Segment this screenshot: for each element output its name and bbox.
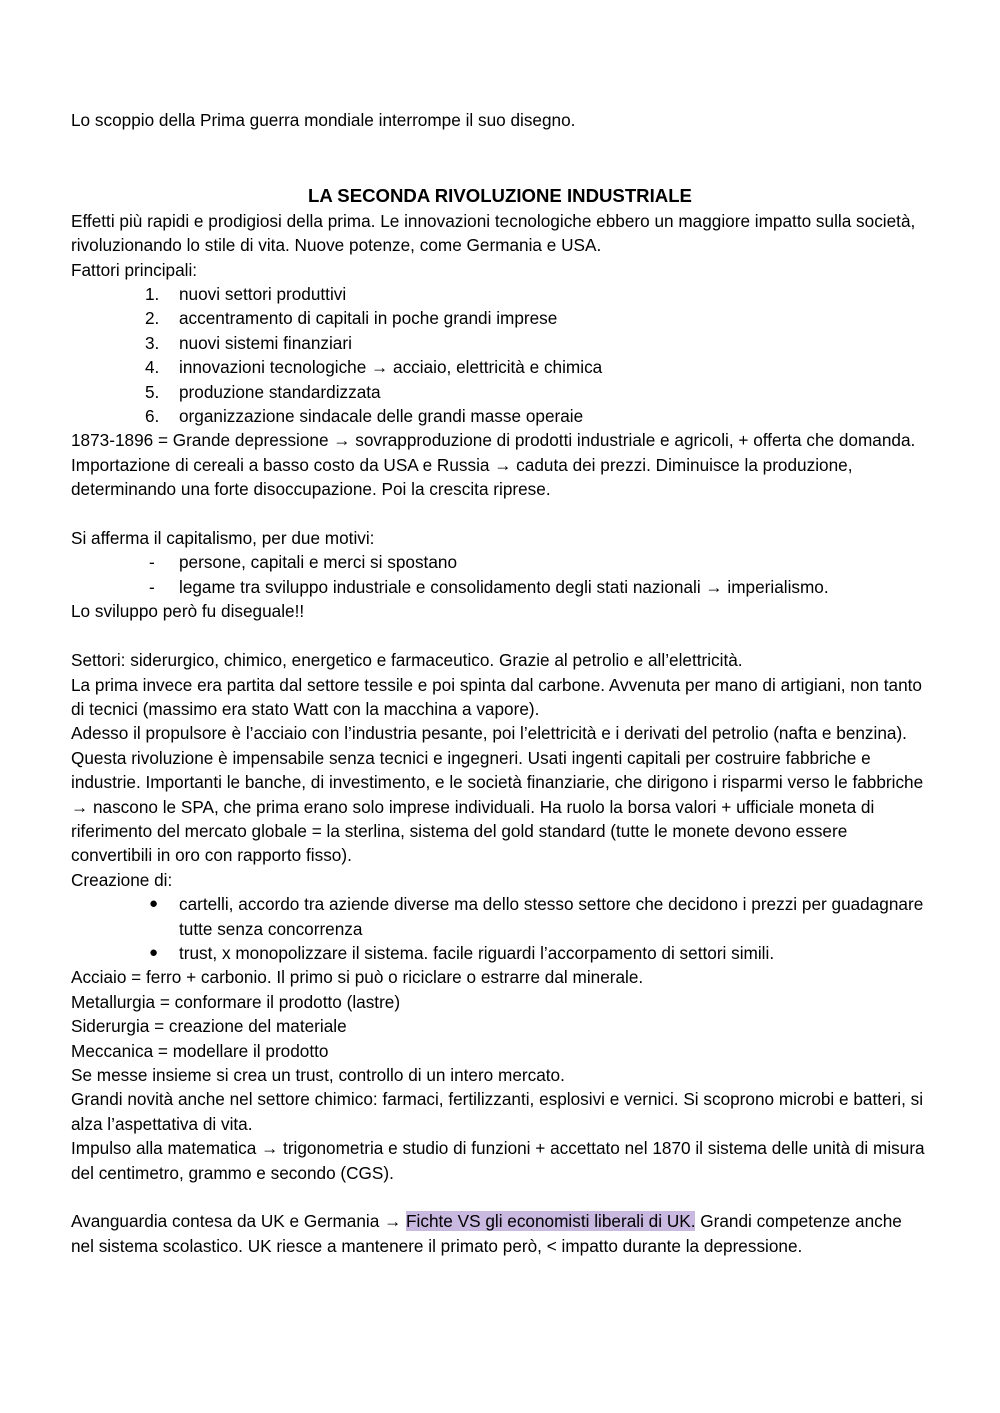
- list-item: [71, 331, 929, 355]
- creazione-label: Creazione di:: [71, 869, 173, 890]
- list-item: [71, 404, 929, 428]
- list-number: 6.: [145, 406, 160, 427]
- list-item: [71, 355, 929, 379]
- paragraph-acciaio: Acciaio = ferro + carbonio. Il primo si può o riciclare o estrarre dal minerale.: [71, 967, 644, 988]
- paragraph-trust: Se messe insieme si crea un trust, controllo di un intero mercato.: [71, 1065, 565, 1085]
- paragraph-avanguardia: [71, 1209, 929, 1258]
- creazione-list: [71, 892, 929, 965]
- document-body: [71, 108, 929, 1258]
- list-item-text: nuovi settori produttivi: [179, 284, 347, 305]
- spacer: [71, 1185, 929, 1209]
- paragraph-capitalismo: Si afferma il capitalismo, per due motivi:: [71, 528, 375, 549]
- dash-marker: -: [149, 552, 155, 573]
- list-item-text: legame tra sviluppo industriale e consolidamento degli stati nazionali → imperialismo.: [179, 576, 829, 597]
- dash-marker: -: [149, 576, 155, 597]
- fattori-label: Fattori principali:: [71, 259, 198, 280]
- list-item: [71, 306, 929, 330]
- list-item: [71, 892, 929, 941]
- paragraph-prima: La prima invece era partita dal settore tessile e poi spinta dal carbone. Avvenuta per mano di artigiani, non tanto di tecnici (massimo era stato Watt con la macchina a vapore).: [71, 674, 922, 719]
- spacer: [71, 132, 929, 184]
- fattori-list: [71, 282, 929, 428]
- paragraph-siderurgia: Siderurgia = creazione del materiale: [71, 1016, 347, 1037]
- list-item: [71, 380, 929, 404]
- paragraph-adesso: Adesso il propulsore è l’acciaio con l’industria pesante, poi l’elettricità e i derivati del petrolio (nafta e benzina). Questa rivoluzione è impensabile senza tecnici e ingegneri. Usati ingenti capitali per costruire fabbriche e industrie. Importanti le banche, di investimento, e le società finanziarie, che dirigono i risparmi verso le fabbriche → nascono le SPA, che prima erano solo imprese individuali. Ha ruolo la borsa valori + ufficiale moneta di riferimento del mercato globale = la sterlina, sistema del gold standard (tutte le monete devono essere convertibili in oro con rapporto fisso).: [71, 723, 924, 866]
- list-item: [71, 575, 929, 599]
- paragraph-meccanica: Meccanica = modellare il prodotto: [71, 1040, 329, 1061]
- list-item-text: persone, capitali e merci si spostano: [179, 552, 458, 573]
- paragraph-depressione: 1873-1896 = Grande depressione → sovrapproduzione di prodotti industriale e agricoli, + offerta che domanda. Importazione di cereali a basso costo da USA e Russia → caduta dei prezzi. Diminuisce la produzione, determinando una forte disoccupazione. Poi la crescita riprese.: [71, 430, 916, 500]
- paragraph-effetti: Effetti più rapidi e prodigiosi della prima. Le innovazioni tecnologiche ebbero un maggiore impatto sulla società, rivoluzionando lo stile di vita. Nuove potenze, come Germania e USA.: [71, 210, 916, 256]
- paragraph-matematica: Impulso alla matematica → trigonometria e studio di funzioni + accettato nel 1870 il sistema delle unità di misura del centimetro, grammo e secondo (CGS).: [71, 1138, 925, 1183]
- motivi-list: [71, 550, 929, 599]
- highlighted-text: Fichte VS gli economisti liberali di UK.: [406, 1211, 696, 1232]
- paragraph-chimico: Grandi novità anche nel settore chimico: farmaci, fertilizzanti, esplosivi e vernici. Si scoprono microbi e batteri, si alza l’aspettativa di vita.: [71, 1089, 924, 1134]
- list-item-text: organizzazione sindacale delle grandi masse operaie: [179, 406, 584, 427]
- list-item-text: nuovi sistemi finanziari: [179, 332, 352, 353]
- list-item-text: trust, x monopolizzare il sistema. facile riguardi l’accorpamento di settori simili.: [179, 942, 775, 963]
- spacer: [71, 624, 929, 648]
- paragraph-settori: Settori: siderurgico, chimico, energetico e farmaceutico. Grazie al petrolio e all’elettricità.: [71, 650, 743, 671]
- paragraph-diseguale: Lo sviluppo però fu diseguale!!: [71, 601, 305, 622]
- list-item: [71, 282, 929, 306]
- list-item-text: innovazioni tecnologiche → acciaio, elettricità e chimica: [179, 357, 603, 378]
- list-item: [71, 941, 929, 965]
- spacer: [71, 502, 929, 526]
- list-number: 3.: [145, 332, 160, 353]
- list-number: 2.: [145, 308, 160, 329]
- section-title: LA SECONDA RIVOLUZIONE INDUSTRIALE: [308, 185, 692, 207]
- intro-paragraph: Lo scoppio della Prima guerra mondiale interrompe il suo disegno.: [71, 110, 576, 130]
- list-item-text: accentramento di capitali in poche grandi imprese: [179, 308, 558, 329]
- avanguardia-text-end: Grandi competenze anche nel sistema scolastico. UK riesce a mantenere il primato però, < impatto durante la depressione.: [71, 1211, 902, 1256]
- paragraph-metallurgia: Metallurgia = conformare il prodotto (lastre): [71, 991, 401, 1012]
- list-number: 1.: [145, 284, 160, 305]
- bullet-marker: ●: [149, 895, 159, 913]
- list-number: 4.: [145, 357, 160, 378]
- list-item: [71, 550, 929, 574]
- list-item-text: cartelli, accordo tra aziende diverse ma dello stesso settore che decidono i prezzi per guadagnare tutte senza concorrenza: [179, 894, 924, 939]
- bullet-marker: ●: [149, 943, 159, 961]
- list-number: 5.: [145, 381, 160, 402]
- avanguardia-text: Avanguardia contesa da UK e Germania →: [71, 1211, 407, 1232]
- list-item-text: produzione standardizzata: [179, 381, 381, 402]
